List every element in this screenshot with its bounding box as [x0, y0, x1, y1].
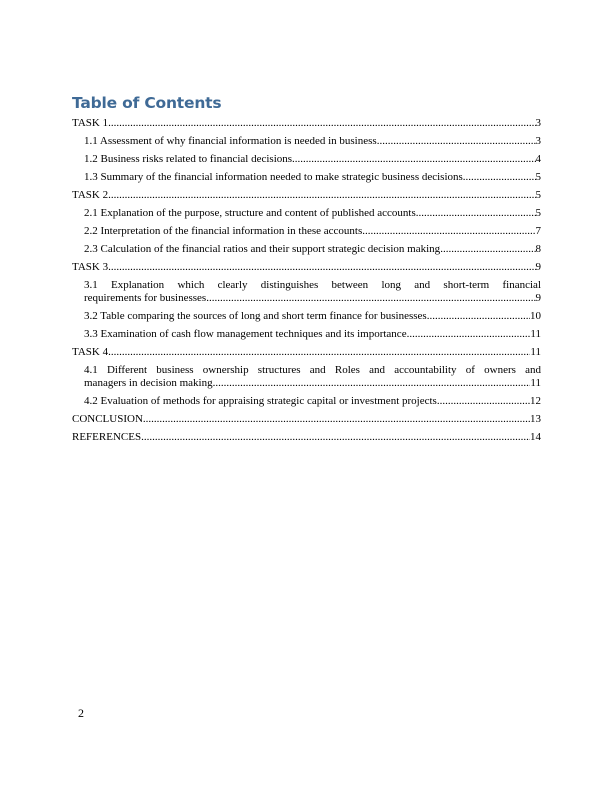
- toc-entry-page: 9: [535, 292, 541, 304]
- toc-entry-page: 5: [535, 171, 541, 183]
- toc-entry-label-line1: 3.1 Explanation which clearly distinguishes between long and short-term financial: [84, 279, 541, 291]
- dot-leader: [362, 225, 535, 238]
- toc-entry-label: TASK 1: [72, 117, 109, 129]
- toc-entry-1-3[interactable]: [72, 171, 541, 184]
- toc-entry-label-line2: managers in decision making: [84, 377, 213, 389]
- toc-entry-label-line2: requirements for businesses: [84, 292, 207, 304]
- dot-leader: [108, 261, 535, 274]
- toc-entry-label: 3.2 Table comparing the sources of long and short term finance for businesses: [84, 310, 427, 322]
- dot-leader: [213, 377, 531, 390]
- toc-entry-page: 5: [535, 207, 541, 219]
- toc-entry-label: TASK 4: [72, 346, 109, 358]
- toc-entry-label: TASK 3: [72, 261, 109, 273]
- dot-leader: [407, 328, 531, 341]
- toc-entry-3-3[interactable]: [72, 328, 541, 341]
- toc-entry-label-line1: 4.1 Different business ownership structures and Roles and accountability of owners and: [84, 364, 541, 376]
- toc-entry-page: 12: [530, 395, 541, 407]
- dot-leader: [206, 292, 535, 305]
- toc-entry-label: 2.3 Calculation of the financial ratios and their support strategic decision making: [84, 243, 441, 255]
- dot-leader: [292, 153, 535, 166]
- toc-entry-page: 9: [535, 261, 541, 273]
- toc-entry-label: 4.2 Evaluation of methods for appraising strategic capital or investment projects: [84, 395, 437, 407]
- toc-entry-1-1[interactable]: [72, 135, 541, 148]
- toc-entry-3-1[interactable]: [72, 279, 541, 305]
- toc-entry-task-3[interactable]: [72, 261, 541, 274]
- toc-entry-task-1[interactable]: [72, 117, 541, 130]
- toc-entry-task-2[interactable]: [72, 189, 541, 202]
- dot-leader: [108, 346, 530, 359]
- toc-entry-page: 3: [535, 117, 541, 129]
- dot-leader: [427, 310, 530, 323]
- toc-entry-page: 8: [535, 243, 541, 255]
- toc-entry-conclusion[interactable]: [72, 413, 541, 426]
- toc-entry-label: CONCLUSION: [72, 413, 143, 425]
- toc-entry-1-2[interactable]: [72, 153, 541, 166]
- dot-leader: [440, 243, 535, 256]
- toc-entry-page: 4: [535, 153, 541, 165]
- toc-entry-references[interactable]: [72, 431, 541, 444]
- dot-leader: [416, 207, 536, 220]
- toc-entry-page: 11: [530, 346, 541, 358]
- dot-leader: [377, 135, 536, 148]
- toc-entry-label: REFERENCES: [72, 431, 142, 443]
- toc-entry-3-2[interactable]: [72, 310, 541, 323]
- dot-leader: [437, 395, 530, 408]
- toc-entry-4-2[interactable]: [72, 395, 541, 408]
- toc-entry-2-3[interactable]: [72, 243, 541, 256]
- toc-entry-label: 3.3 Examination of cash flow management techniques and its importance: [84, 328, 407, 340]
- dot-leader: [108, 189, 535, 202]
- toc-entry-4-1[interactable]: [72, 364, 541, 390]
- toc-entry-label: 2.2 Interpretation of the financial information in these accounts: [84, 225, 363, 237]
- table-of-contents: [72, 117, 541, 449]
- toc-entry-page: 13: [530, 413, 541, 425]
- toc-title: Table of Contents: [72, 94, 222, 112]
- dot-leader: [141, 431, 530, 444]
- dot-leader: [463, 171, 536, 184]
- dot-leader: [143, 413, 530, 426]
- toc-entry-2-2[interactable]: [72, 225, 541, 238]
- dot-leader: [108, 117, 535, 130]
- toc-entry-2-1[interactable]: [72, 207, 541, 220]
- toc-entry-label: 1.2 Business risks related to financial decisions: [84, 153, 293, 165]
- toc-entry-label: 1.1 Assessment of why financial information is needed in business: [84, 135, 377, 147]
- toc-entry-page: 11: [530, 328, 541, 340]
- toc-entry-label: 2.1 Explanation of the purpose, structure and content of published accounts: [84, 207, 416, 219]
- toc-entry-label: TASK 2: [72, 189, 109, 201]
- toc-entry-page: 11: [530, 377, 541, 389]
- toc-entry-page: 7: [535, 225, 541, 237]
- toc-entry-task-4[interactable]: [72, 346, 541, 359]
- toc-entry-page: 5: [535, 189, 541, 201]
- toc-entry-page: 3: [535, 135, 541, 147]
- toc-entry-label: 1.3 Summary of the financial information needed to make strategic business decisions: [84, 171, 463, 183]
- toc-entry-page: 10: [530, 310, 541, 322]
- toc-entry-page: 14: [530, 431, 541, 443]
- page-number: 2: [78, 706, 84, 720]
